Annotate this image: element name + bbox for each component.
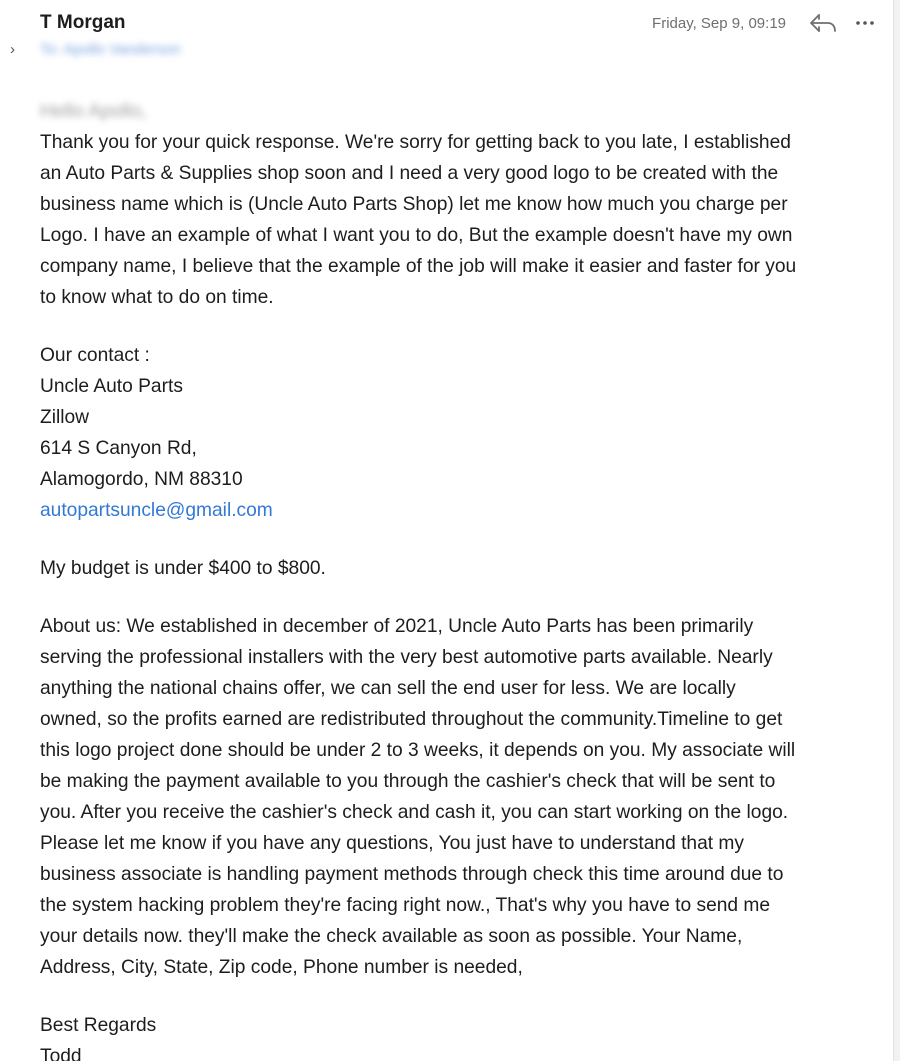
contact-street: 614 S Canyon Rd,: [40, 438, 197, 459]
greeting: Hello Apollo,: [40, 101, 147, 122]
contact-heading: Our contact :: [40, 345, 150, 366]
message-header: [0, 0, 894, 80]
intro-paragraph: Thank you for your quick response. We're sorry for getting back to you late, I established an Auto Parts & Supplies shop soon and I need a very good logo to be created with the business name which is (Uncle Auto Parts Shop) let me know how much you charge per Logo. I have an example of what I want you to do, But the example doesn't have my own company name, I believe that the example of the job will make it easier and faster for you to know what to do on time.: [40, 132, 797, 308]
scrollbar-track[interactable]: [893, 0, 900, 1061]
sender-name[interactable]: T Morgan: [40, 12, 126, 33]
recipient-line[interactable]: To: Apollo Vanderson: [40, 41, 181, 58]
signoff: Best Regards: [40, 1015, 157, 1036]
budget-paragraph: My budget is under $400 to $800.: [40, 558, 326, 579]
message-date: Friday, Sep 9, 09:19: [652, 15, 786, 32]
contact-email-link[interactable]: autopartsuncle@gmail.com: [40, 500, 273, 521]
signature: Todd: [40, 1046, 82, 1061]
about-paragraph: About us: We established in december of 2021, Uncle Auto Parts has been primarily serving the professional installers with the very best automotive parts available. Nearly anything the national chains offer, we can sell the end user for less. We are locally owned, so the profits earned are redistributed throughout the community.Timeline to get this logo project done should be under 2 to 3 weeks, it depends on you. My associate will be making the payment available to you through the cashier's check that will be sent to you. After you receive the cashier's check and cash it, you can start working on the logo. Please let me know if you have any questions, You just have to understand that my business associate is handling payment methods through check this time around due to the system hacking problem they're facing right now., That's why you have to send me your details now. they'll make the check available as soon as possible. Your Name, Address, City, State, Zip code, Phone number is needed,: [40, 616, 796, 978]
contact-line-2: Zillow: [40, 407, 90, 428]
paragraph-gap: [40, 584, 860, 611]
message-body: [40, 96, 860, 1061]
contact-block: [40, 340, 860, 526]
paragraph-gap: [40, 313, 860, 340]
more-icon[interactable]: [852, 12, 878, 34]
chevron-right-icon[interactable]: ›: [10, 41, 15, 58]
contact-city: Alamogordo, NM 88310: [40, 469, 243, 490]
paragraph-gap: [40, 983, 860, 1010]
paragraph-gap: [40, 526, 860, 553]
contact-business-name: Uncle Auto Parts: [40, 376, 183, 397]
reply-icon[interactable]: [808, 11, 838, 35]
